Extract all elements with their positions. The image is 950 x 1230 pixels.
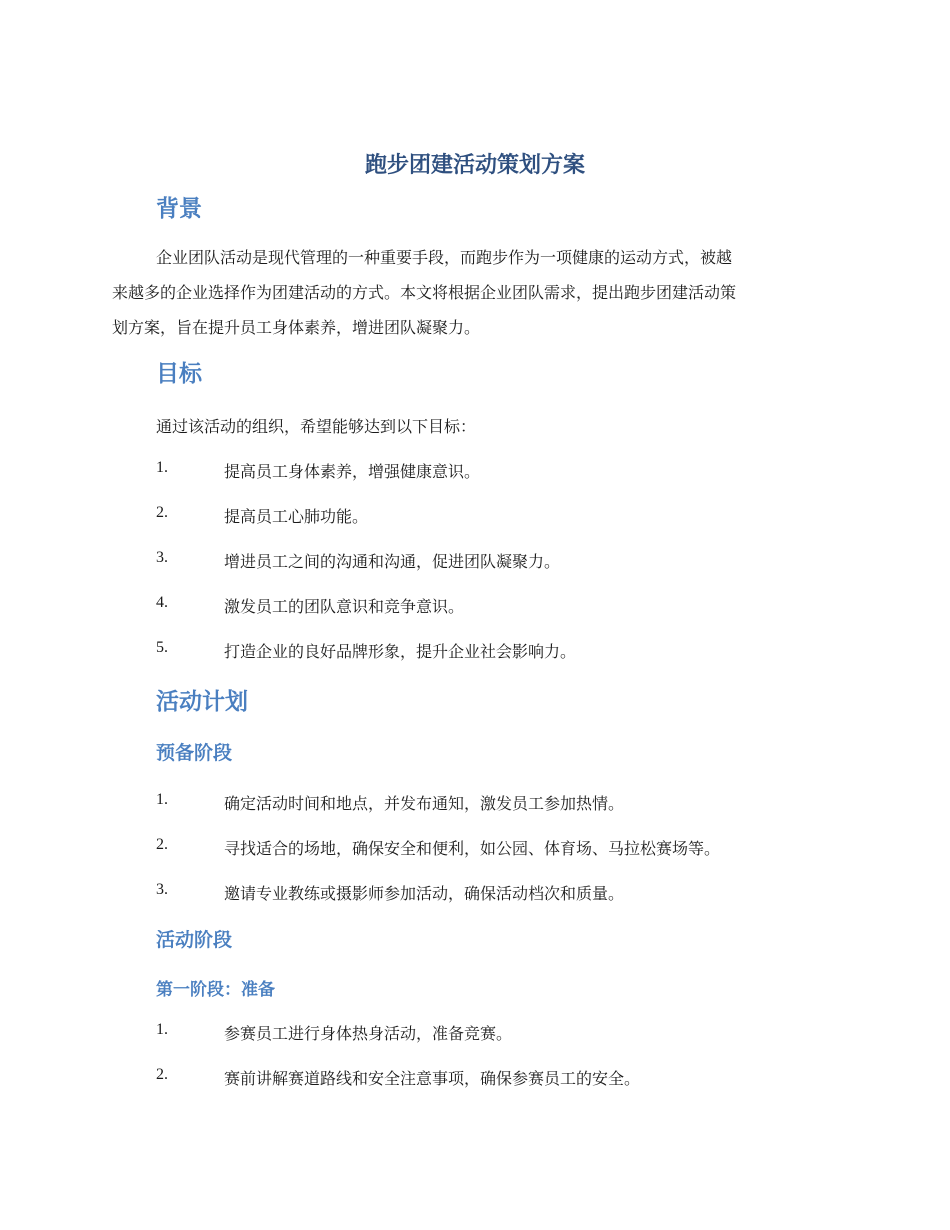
list-item	[156, 791, 836, 813]
heading-activity-plan: 活动计划	[156, 689, 248, 715]
paragraph-line: 企业团队活动是现代管理的一种重要手段，而跑步作为一项健康的运动方式，被越	[156, 248, 733, 267]
document-title: 跑步团建活动策划方案	[364, 153, 585, 178]
list-number: 2.	[156, 1066, 168, 1083]
heading-phase-one: 第一阶段：准备	[156, 980, 275, 1000]
list-text: 提高员工心肺功能。	[224, 507, 369, 526]
list-number: 1.	[156, 1021, 168, 1038]
goals-intro: 通过该活动的组织，希望能够达到以下目标：	[156, 417, 477, 436]
list-item	[156, 836, 836, 858]
list-text: 确定活动时间和地点，并发布通知，激发员工参加热情。	[224, 794, 625, 813]
list-item	[156, 459, 836, 481]
list-item	[156, 639, 836, 661]
list-item	[156, 594, 836, 616]
heading-prep-stage: 预备阶段	[156, 742, 233, 764]
list-text: 增进员工之间的沟通和沟通，促进团队凝聚力。	[224, 552, 561, 571]
list-number: 5.	[156, 639, 168, 656]
list-text: 寻找适合的场地，确保安全和便利，如公园、体育场、马拉松赛场等。	[224, 839, 721, 858]
list-item	[156, 504, 836, 526]
list-text: 赛前讲解赛道路线和安全注意事项，确保参赛员工的安全。	[224, 1069, 641, 1088]
list-text: 激发员工的团队意识和竞争意识。	[224, 597, 465, 616]
list-number: 1.	[156, 791, 168, 808]
list-text: 参赛员工进行身体热身活动，准备竞赛。	[224, 1024, 513, 1043]
list-number: 3.	[156, 549, 168, 566]
list-text: 提高员工身体素养，增强健康意识。	[224, 462, 481, 481]
paragraph-line: 来越多的企业选择作为团建活动的方式。本文将根据企业团队需求，提出跑步团建活动策	[112, 283, 737, 302]
heading-activity-stage: 活动阶段	[156, 929, 233, 951]
list-item	[156, 1066, 836, 1088]
paragraph-line: 划方案，旨在提升员工身体素养，增进团队凝聚力。	[112, 318, 481, 337]
heading-goals: 目标	[156, 361, 202, 387]
background-paragraph	[112, 240, 832, 345]
list-item	[156, 1021, 836, 1043]
list-number: 2.	[156, 836, 168, 853]
list-number: 2.	[156, 504, 168, 521]
list-number: 1.	[156, 459, 168, 476]
list-item	[156, 549, 836, 571]
list-text: 邀请专业教练或摄影师参加活动，确保活动档次和质量。	[224, 884, 625, 903]
list-number: 4.	[156, 594, 168, 611]
list-text: 打造企业的良好品牌形象，提升企业社会影响力。	[224, 642, 577, 661]
list-number: 3.	[156, 881, 168, 898]
heading-background: 背景	[156, 196, 202, 222]
list-item	[156, 881, 836, 903]
